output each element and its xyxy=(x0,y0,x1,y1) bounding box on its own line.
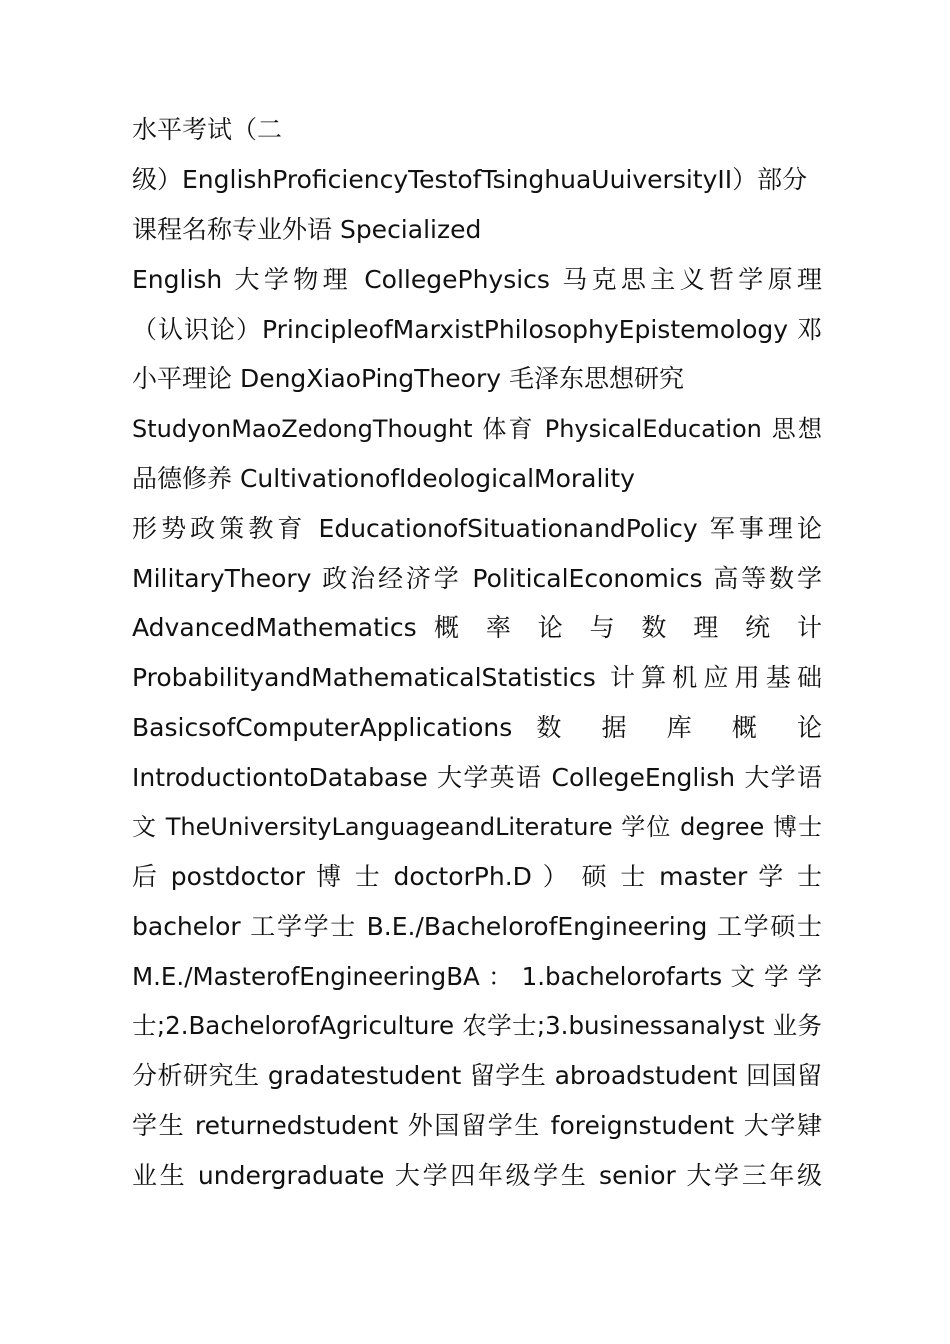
text-line-12: ProbabilityandMathematicalStatistics 计算机应用基础 xyxy=(132,663,822,692)
text-line-8: 品德修养 CultivationofIdeologicalMorality xyxy=(132,464,635,493)
text-line-22: 业生 undergraduate 大学四年级学生 senior 大学三年级 xyxy=(132,1161,822,1190)
text-line-6: 小平理论 DengXiaoPingTheory 毛泽东思想研究 xyxy=(132,364,684,393)
text-line-7: StudyonMaoZedongThought 体育 PhysicalEducation 思想 xyxy=(132,415,822,443)
text-line-15: 文 TheUniversityLanguageandLiterature 学位 degree 博士 xyxy=(132,813,822,841)
text-line-2: 级）EnglishProficiencyTestofTsinghuaUuiversityII）部分 xyxy=(132,165,808,194)
text-line-16: 后 postdoctor 博 士 doctorPh.D ） 硕 士 master 学 士 xyxy=(132,862,822,891)
text-line-5: （认识论）PrincipleofMarxistPhilosophyEpistemology 邓 xyxy=(132,315,822,344)
text-line-17: bachelor 工学学士 B.E./BachelorofEngineering 工学硕士 xyxy=(132,912,822,941)
text-line-9: 形势政策教育 EducationofSituationandPolicy 军事理论 xyxy=(132,514,822,543)
text-line-1: 水平考试（二 xyxy=(132,115,283,144)
text-line-4: English 大学物理 CollegePhysics 马克思主义哲学原理 xyxy=(132,265,822,294)
text-line-10: MilitaryTheory 政治经济学 PoliticalEconomics 高等数学 xyxy=(132,564,822,593)
text-line-14: IntroductiontoDatabase 大学英语 CollegeEnglish 大学语 xyxy=(132,763,822,792)
text-line-3: 课程名称专业外语 Specialized xyxy=(132,215,482,244)
text-line-11: AdvancedMathematics 概 率 论 与 数 理 统 计 xyxy=(132,613,822,642)
text-line-18: M.E./MasterofEngineeringBA ： 1.bachelorofarts 文 学 学 xyxy=(132,962,822,991)
text-line-21: 学生 returnedstudent 外国留学生 foreignstudent 大学肄 xyxy=(132,1111,822,1140)
text-line-20: 分析研究生 gradatestudent 留学生 abroadstudent 回国留 xyxy=(132,1061,822,1090)
text-line-13: BasicsofComputerApplications 数 据 库 概 论 xyxy=(132,713,822,742)
text-line-19: 士;2.BachelorofAgriculture 农学士;3.businessanalyst 业务 xyxy=(132,1011,822,1040)
